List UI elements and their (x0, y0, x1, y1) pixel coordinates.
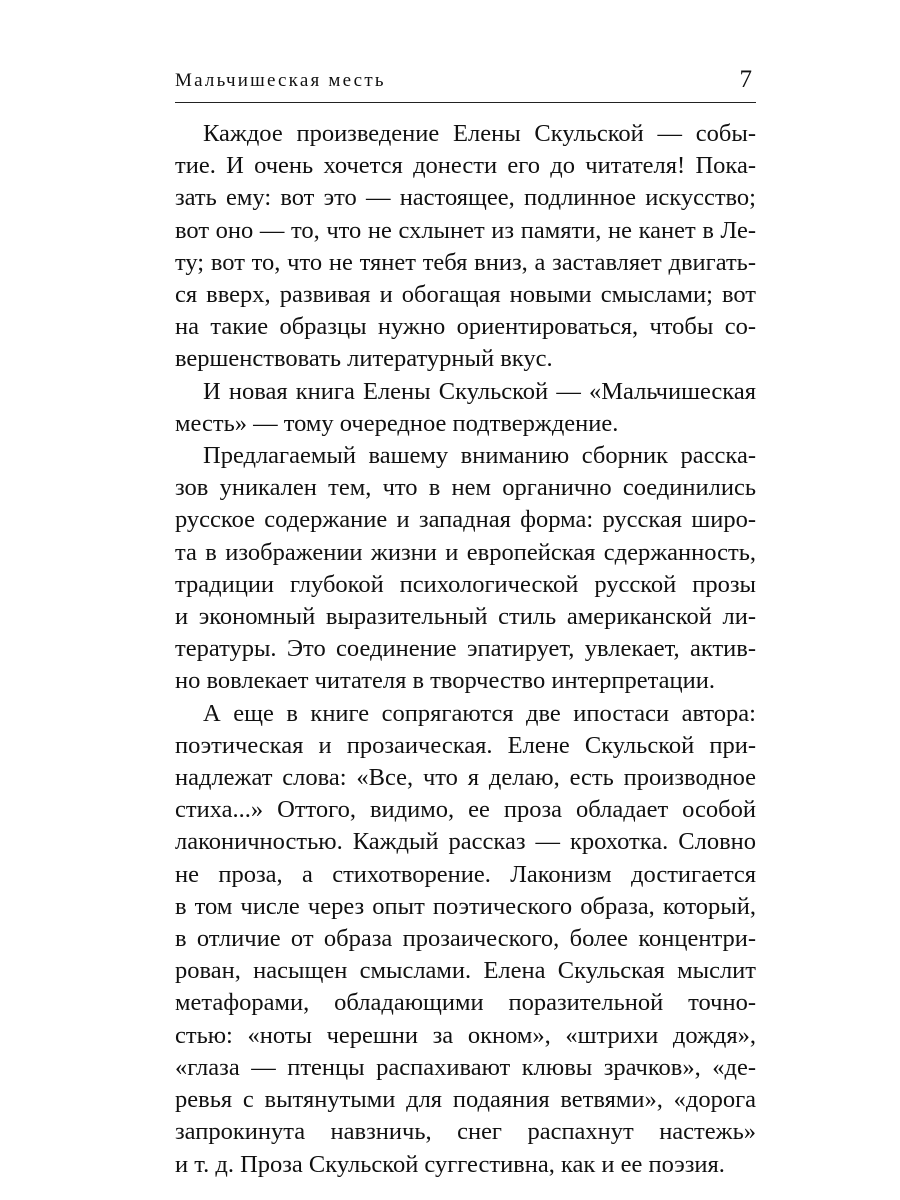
header-rule (175, 102, 756, 103)
text-line: в том числе через опыт поэтического образа, который, (175, 892, 756, 920)
text-line: стиха...» Оттого, видимо, ее проза обладает особой (175, 796, 756, 824)
paragraph (175, 440, 756, 698)
text-line: но вовлекает читателя в творчество интерпретации. (175, 667, 715, 695)
text-line: лаконичностью. Каждый рассказ — крохотка. Словно (175, 828, 756, 856)
text-line: традиции глубокой психологической русской прозы (175, 570, 756, 598)
body-text (175, 118, 756, 1181)
text-line: на такие образцы нужно ориентироваться, чтобы со- (175, 313, 756, 341)
paragraph (175, 118, 756, 376)
paragraph (175, 698, 756, 1181)
text-line: надлежат слова: «Все, что я делаю, есть производное (175, 764, 756, 792)
text-line: месть» — тому очередное подтверждение. (175, 409, 619, 437)
text-line: поэтическая и прозаическая. Елене Скульской при- (175, 731, 756, 759)
text-line: «глаза — птенцы распахивают клювы зрачков», «де- (175, 1053, 756, 1081)
text-line: и т. д. Проза Скульской суггестивна, как и ее поэзия. (175, 1150, 725, 1178)
text-line: и экономный выразительный стиль американской ли- (175, 603, 756, 631)
text-line: метафорами, обладающими поразительной точно- (175, 989, 756, 1017)
text-line: стью: «ноты черешни за окном», «штрихи дождя», (175, 1021, 756, 1049)
text-line: зов уникален тем, что в нем органично соединились (175, 474, 756, 502)
text-line: русское содержание и западная форма: русская широ- (175, 506, 756, 534)
text-line: И новая книга Елены Скульской — «Мальчишеская (203, 377, 756, 405)
text-line: рован, насыщен смыслами. Елена Скульская мыслит (175, 957, 756, 985)
text-line: тературы. Это соединение эпатирует, увлекает, актив- (175, 635, 756, 663)
text-line: в отличие от образа прозаического, более концентри- (175, 925, 756, 953)
text-line: ся вверх, развивая и обогащая новыми смыслами; вот (175, 281, 756, 309)
running-title: Мальчишеская месть (175, 70, 386, 91)
text-line: не проза, а стихотворение. Лаконизм достигается (175, 860, 756, 888)
paragraph (175, 376, 756, 440)
text-line: ту; вот то, что не тянет тебя вниз, а заставляет двигать- (175, 248, 756, 276)
page-number: 7 (739, 66, 752, 93)
text-line: та в изображении жизни и европейская сдержанность, (175, 538, 756, 566)
text-line: Каждое произведение Елены Скульской — собы- (203, 120, 756, 147)
text-line: Предлагаемый вашему вниманию сборник расска- (203, 442, 756, 470)
text-line: А еще в книге сопрягаются две ипостаси автора: (203, 699, 756, 727)
text-line: запрокинута навзничь, снег распахнут настежь» (175, 1118, 756, 1146)
text-line: ревья с вытянутыми для подаяния ветвями», «дорога (175, 1086, 756, 1114)
text-line: вот оно — то, что не схлынет из памяти, не канет в Ле- (175, 216, 756, 244)
text-line: тие. И очень хочется донести его до читателя! Пока- (175, 152, 756, 180)
running-head (175, 60, 756, 100)
text-line: вершенствовать литературный вкус. (175, 345, 553, 373)
text-line: зать ему: вот это — настоящее, подлинное искусство; (175, 184, 756, 212)
